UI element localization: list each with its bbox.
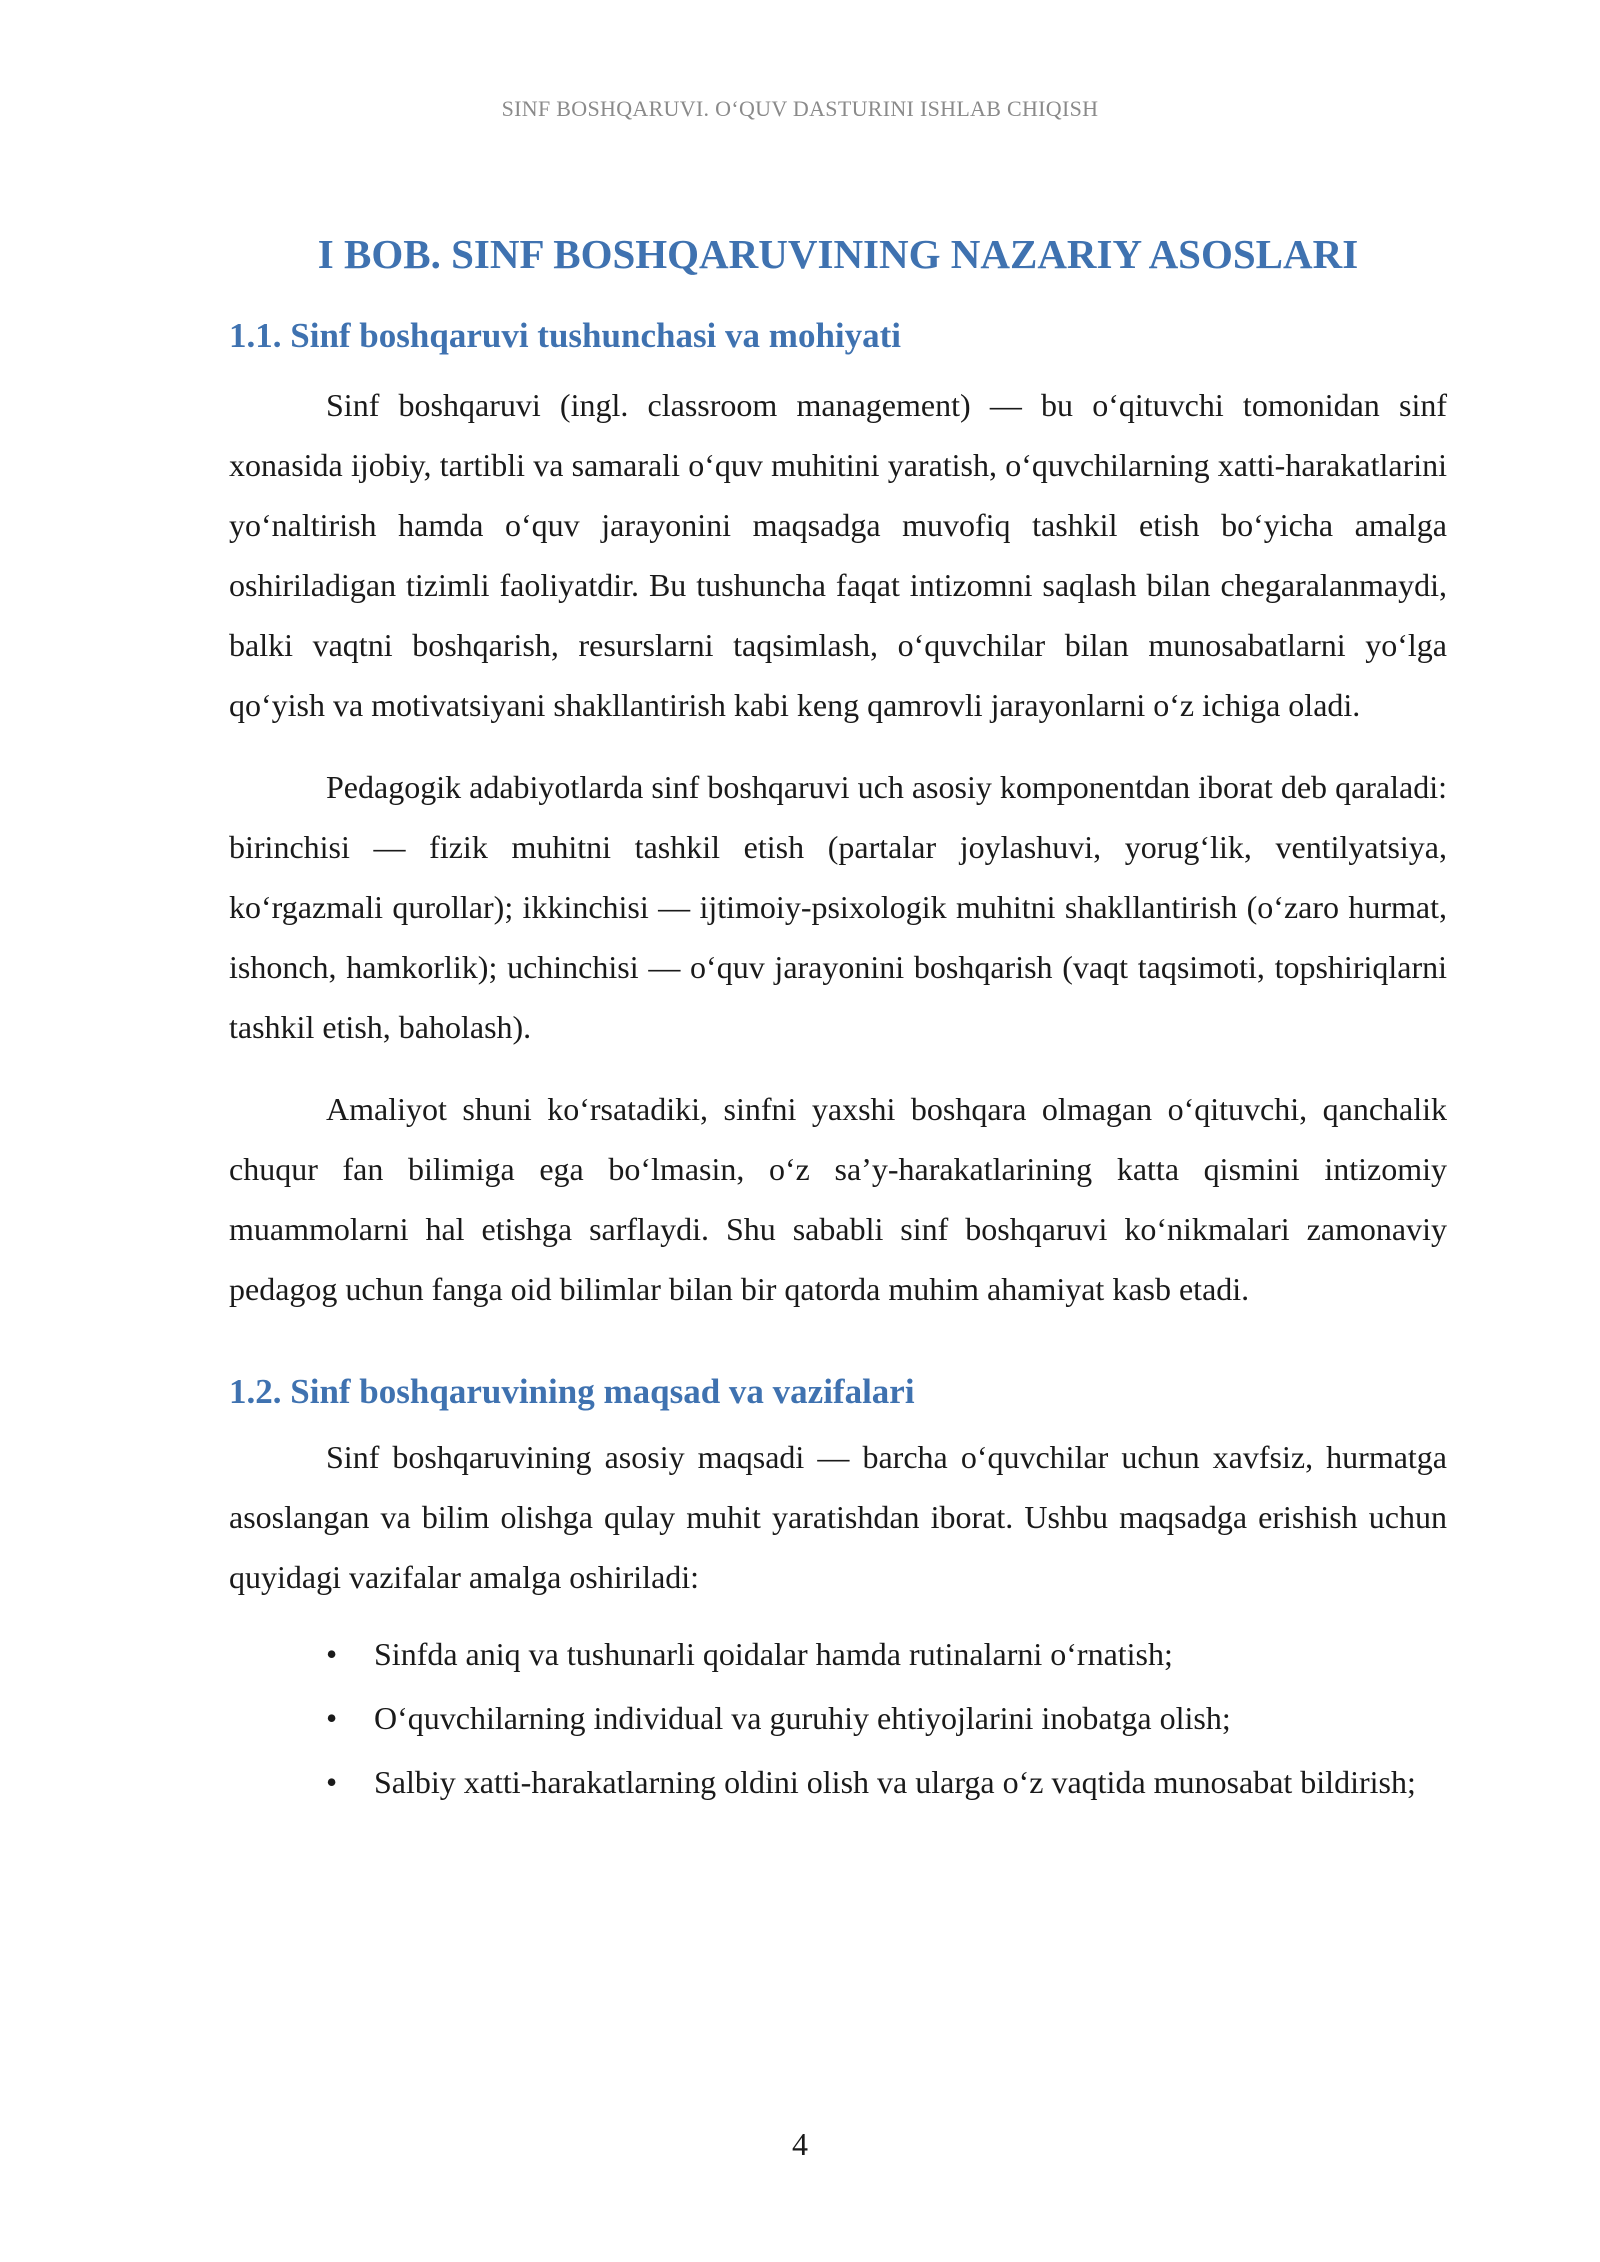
section-1-paragraph-1: Sinf boshqaruvi (ingl. classroom management) — bu o‘qituvchi tomonidan sinf xonasida ijobiy, tartibli va samarali o‘quv muhitini yaratish, o‘quvchilarning xatti-harakatlarini yo‘naltirish hamda o‘quv jarayonini maqsadga muvofiq tashkil etish bo‘yicha amalga oshiriladigan tizimli faoliyatdir. Bu tushuncha faqat intizomni saqlash bilan chegaralanmaydi, balki vaqtni boshqarish, resurslarni taqsimlash, o‘quvchilar bilan munosabatlarni yo‘lga qo‘yish va motivatsiyani shakllantirish kabi keng qamrovli jarayonlarni o‘z ichiga oladi. [229,387,1447,724]
task-bullet-list [229,1629,1447,1808]
section-1-title: 1.1. Sinf boshqaruvi tushunchasi va mohiyati [229,316,902,356]
section-1-paragraph-3: Amaliyot shuni ko‘rsatadiki, sinfni yaxshi boshqara olmagan o‘qituvchi, qanchalik chuqur fan bilimiga ega bo‘lmasin, o‘z sa’y-harakatlarining katta qismini intizomiy muammolarni hal etishga sarflaydi. Shu sababli sinf boshqaruvi ko‘nikmalari zamonaviy pedagog uchun fanga oid bilimlar bilan bir qatorda muhim ahamiyat kasb etadi. [229,1091,1447,1308]
bullet-text: Sinfda aniq va tushunarli qoidalar hamda rutinalarni o‘rnatish; [374,1636,1173,1673]
bullet-text: Salbiy xatti-harakatlarning oldini olish va ularga o‘z vaqtida munosabat bildirish; [374,1764,1416,1801]
chapter-title: I BOB. SINF BOSHQARUVINING NAZARIY ASOSLARI [317,231,1359,277]
bullet-item [229,1629,1447,1680]
bullet-text: O‘quvchilarning individual va guruhiy ehtiyojlarini inobatga olish; [374,1700,1231,1737]
bullet-item [229,1757,1447,1808]
running-header: SINF BOSHQARUVI. O‘QUV DASTURINI ISHLAB CHIQISH [501,96,1099,121]
page-number: 4 [792,2126,808,2162]
section-1-paragraph-2: Pedagogik adabiyotlarda sinf boshqaruvi uch asosiy komponentdan iborat deb qaraladi: birinchisi — fizik muhitni tashkil etish (partalar joylashuvi, yorug‘lik, ventilyatsiya, ko‘rgazmali qurollar); ikkinchisi — ijtimoiy-psixologik muhitni shakllantirish (o‘zaro hurmat, ishonch, hamkorlik); uchinchisi — o‘quv jarayonini boshqarish (vaqt taqsimoti, topshiriqlarni tashkil etish, baholash). [229,769,1447,1046]
bullet-icon: • [326,1636,338,1673]
bullet-icon: • [326,1764,338,1801]
page-content [229,220,1447,1821]
bullet-item [229,1693,1447,1744]
bullet-icon: • [326,1700,338,1737]
section-2-paragraph-1: Sinf boshqaruvining asosiy maqsadi — barcha o‘quvchilar uchun xavfsiz, hurmatga asoslangan va bilim olishga qulay muhit yaratishdan iborat. Ushbu maqsadga erishish uchun quyidagi vazifalar amalga oshiriladi: [229,1439,1447,1596]
section-2-title: 1.2. Sinf boshqaruvining maqsad va vazifalari [229,1372,915,1412]
